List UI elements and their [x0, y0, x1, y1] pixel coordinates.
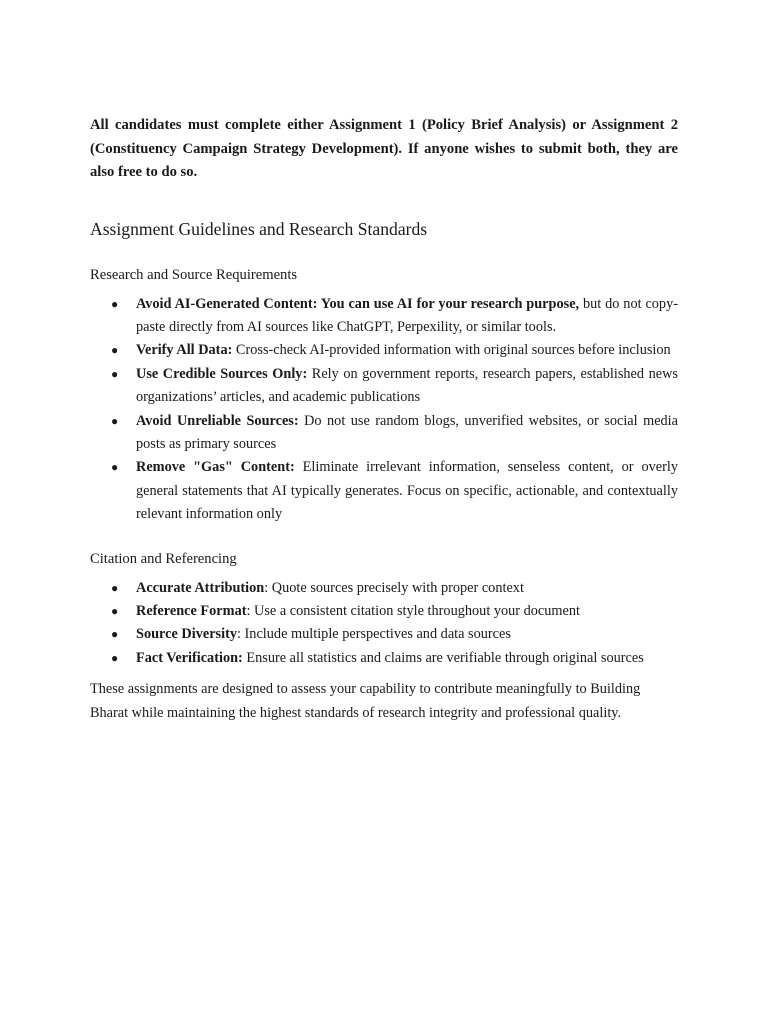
list-item [90, 410, 678, 457]
list-item [90, 363, 678, 410]
intro-paragraph: All candidates must complete either Assignment 1 (Policy Brief Analysis) or Assignment 2 (Constituency Campaign Strategy Development). If anyone wishes to submit both, they are also free to do so. [90, 117, 678, 180]
item-bold: Source Diversity [136, 626, 237, 643]
list-item [90, 339, 678, 362]
bullet-icon: ● [111, 296, 119, 311]
item-text: Do not use random blogs, unverified websites, or social media posts as primary sources [136, 412, 679, 452]
list-item [90, 600, 678, 623]
research-heading: Research and Source Requirements [90, 266, 298, 283]
item-text: : Use a consistent citation style throughout your document [246, 602, 581, 619]
item-text: Ensure all statistics and claims are verifiable through original sources [242, 649, 644, 666]
item-text: Cross-check AI-provided information with original sources before inclusion [232, 342, 671, 359]
item-text: but do not copy-paste directly from AI sources like ChatGPT, Perpexility, or similar tools. [136, 295, 678, 335]
list-item [90, 647, 678, 670]
item-bold: Remove "Gas" Content: [136, 459, 295, 476]
list-item [90, 456, 678, 526]
item-bold: Avoid AI-Generated Content: You can use AI for your research purpose, [136, 295, 580, 312]
item-bold: Fact Verification: [136, 649, 243, 666]
bullet-icon: ● [111, 603, 119, 618]
item-bold: Verify All Data: [136, 342, 233, 359]
item-bold: Accurate Attribution [136, 579, 265, 596]
bullet-icon: ● [111, 650, 119, 665]
citation-heading: Citation and Referencing [90, 550, 237, 567]
item-text: Eliminate irrelevant information, senseless content, or overly general statements that AI typically generates. Focus on specific, actionable, and contextually relevant information only [136, 459, 678, 523]
list-item [90, 623, 678, 646]
item-bold: Avoid Unreliable Sources: [136, 412, 299, 429]
bullet-icon: ● [111, 343, 119, 358]
research-list [90, 293, 678, 527]
bullet-icon: ● [111, 460, 119, 475]
bullet-icon: ● [111, 627, 119, 642]
section-title: Assignment Guidelines and Research Standards [90, 218, 428, 239]
closing-paragraph: These assignments are designed to assess your capability to contribute meaningfully to Building Bharat while maintaining the highest standards of research integrity and professional quality. [90, 681, 641, 721]
list-item [90, 293, 678, 340]
item-bold: Use Credible Sources Only: [136, 365, 308, 382]
item-bold: Reference Format [136, 602, 247, 619]
item-text: : Include multiple perspectives and data sources [237, 626, 511, 643]
bullet-icon: ● [111, 580, 119, 595]
item-text: Rely on government reports, research papers, established news organizations’ articles, and academic publications [136, 365, 678, 406]
bullet-icon: ● [111, 366, 119, 381]
document-page [90, 114, 678, 725]
citation-list [90, 577, 678, 671]
list-item [90, 577, 678, 600]
bullet-icon: ● [111, 413, 119, 428]
item-text: : Quote sources precisely with proper context [264, 579, 524, 596]
